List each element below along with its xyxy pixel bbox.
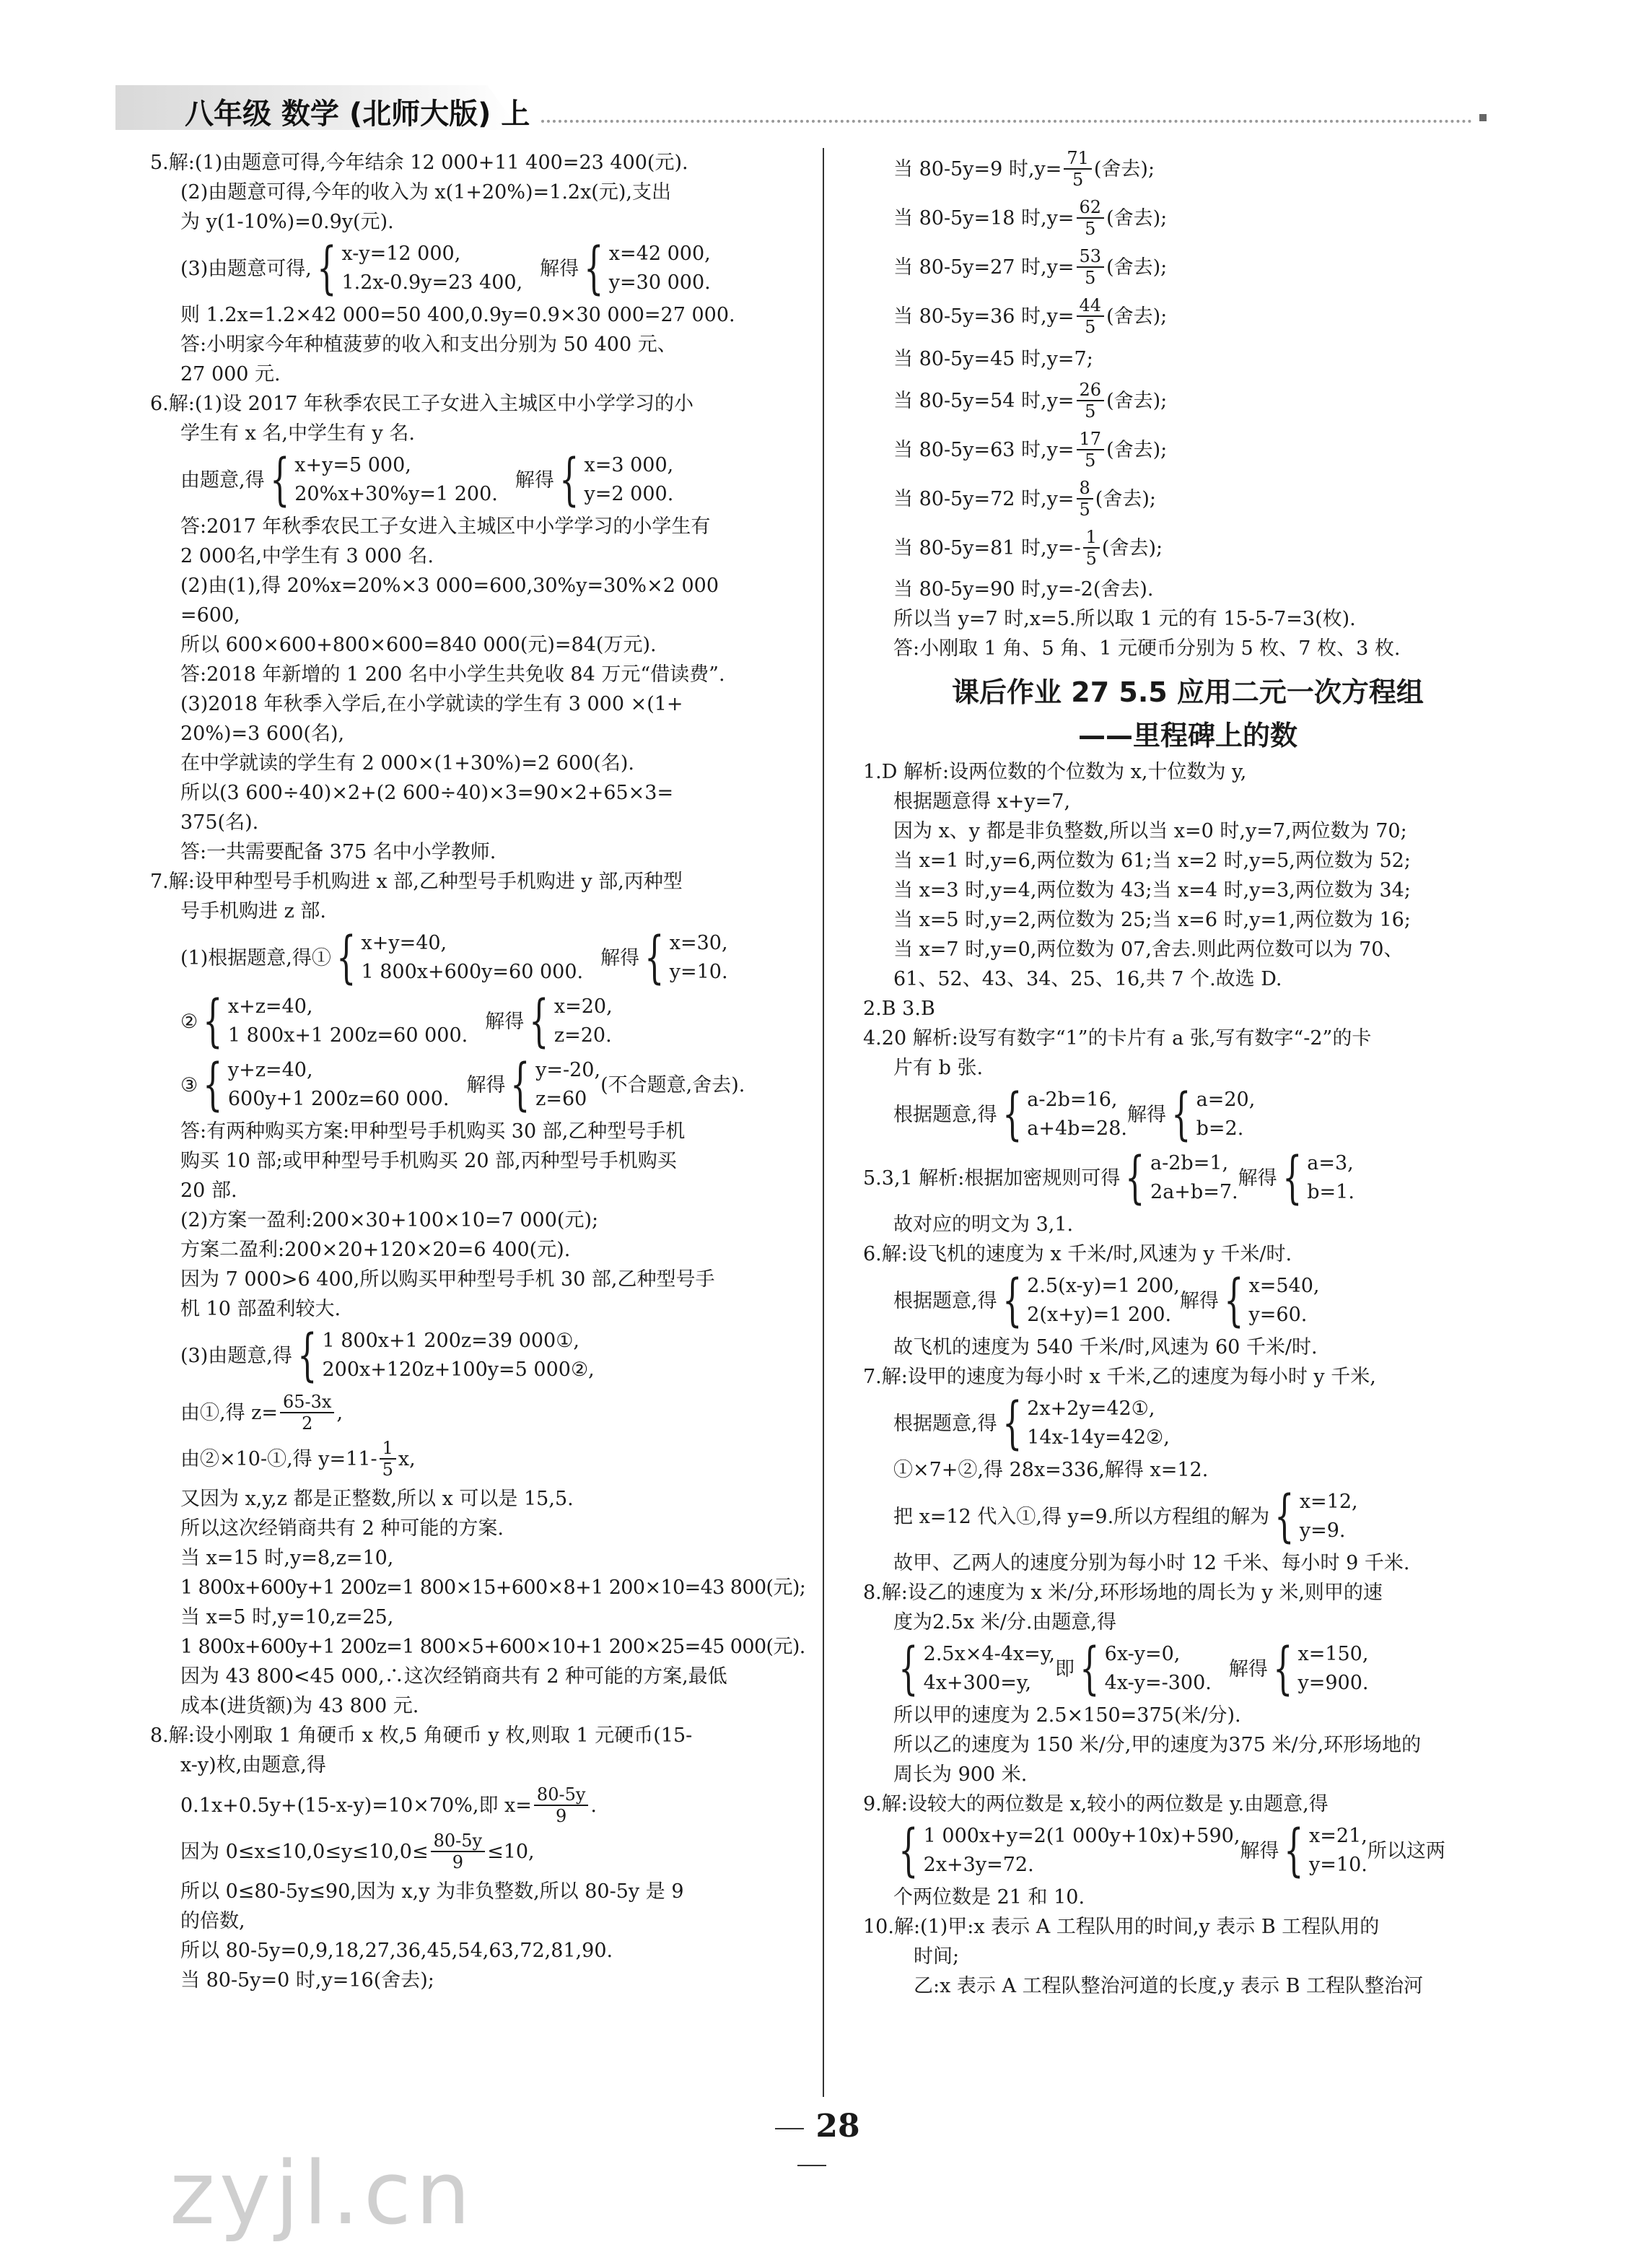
left-column [150, 148, 806, 1995]
q6-system-row [150, 448, 792, 512]
case-text: 当 80-5y=27 时,y= [893, 256, 1075, 279]
equation: 2x+2y=42①, [1027, 1397, 1155, 1420]
equation-solution [554, 448, 674, 513]
q1-line: 61、52、43、34、25、16,共 7 个.故选 D. [893, 968, 1282, 990]
page-number: 28 [750, 2108, 873, 2181]
solve-label: 解得 [1238, 1166, 1277, 1190]
right-column [863, 148, 1513, 2001]
case-text: (舍去); [1101, 536, 1163, 559]
brace: { [297, 1323, 318, 1388]
case-label: ③ [180, 1073, 198, 1096]
q8-line: 的倍数, [180, 1910, 245, 1932]
q5-line: 为 y(1-10%)=0.9y(元). [180, 211, 394, 233]
equation: 2a+b=7. [1150, 1181, 1238, 1203]
header-title: 八年级 数学 (北师大版) 上 [185, 97, 530, 131]
numerator: 8 [1077, 478, 1093, 500]
q7-case2-row [150, 990, 792, 1053]
equation-system [997, 1268, 1180, 1333]
equation: x=540, [1248, 1275, 1320, 1297]
brace: { [510, 1052, 530, 1117]
solve-label: 解得 [600, 946, 640, 969]
q6-line: 6.解:(1)设 2017 年秋季农民工子女进入主城区中小学学习的小 [150, 393, 693, 415]
q6-line: (2)由(1),得 20%x=20%×3 000=600,30%y=30%×2 000 [180, 575, 719, 597]
case-label: ② [180, 1010, 198, 1033]
q7-case3-row [150, 1053, 792, 1117]
case-text: 当 80-5y=18 时,y= [893, 206, 1075, 230]
q6-label: 根据题意,得 [893, 1289, 997, 1312]
equation-solution [524, 989, 613, 1054]
q6-line: 答:2018 年新增的 1 200 名中小学生共免收 84 万元“借读费”. [180, 663, 725, 686]
q5-line: (2)由题意可得,今年的收入为 x(1+20%)=1.2x(元),支出 [180, 181, 671, 204]
equation: x=21, [1309, 1825, 1367, 1847]
brace: { [529, 989, 549, 1054]
q1-line: 当 x=7 时,y=0,两位数为 07,舍去.则此两位数可以为 70、 [893, 938, 1404, 961]
watermark: zyjl.cn [170, 2144, 475, 2244]
denominator: 5 [1085, 549, 1097, 569]
solve-label: 解得 [1126, 1103, 1166, 1126]
q10-line: 时间; [914, 1945, 960, 1968]
equation-system [1075, 1636, 1212, 1701]
q7-line: 又因为 x,y,z 都是正整数,所以 x 可以是 15,5. [180, 1488, 574, 1510]
numerator: 71 [1064, 148, 1092, 170]
brace: { [203, 989, 223, 1054]
q7-label: 根据题意,得 [893, 1412, 997, 1435]
case-text: (舍去); [1095, 487, 1156, 510]
equation-system [997, 1391, 1170, 1456]
q7-frac-row [150, 1392, 792, 1434]
numerator: 1 [1083, 527, 1100, 549]
q7-text: 把 x=12 代入①,得 y=9.所以方程组的解为 [893, 1505, 1270, 1528]
brace: { [336, 925, 356, 990]
solve-label: 解得 [540, 257, 579, 280]
q4-line: 4.20 解析:设写有数字“1”的卡片有 a 张,写有数字“-2”的卡 [863, 1027, 1372, 1050]
case-row [863, 148, 1513, 190]
equation: y=-20, [535, 1059, 601, 1081]
equation: 14x-14y=42②, [1027, 1426, 1170, 1449]
equation: 1 800x+1 200z=39 000①, [322, 1330, 580, 1352]
q7-line: 7.解:设甲种型号手机购进 x 部,乙种型号手机购进 y 部,丙种型 [150, 871, 683, 893]
equation-system [292, 1323, 595, 1388]
equation: y=10. [1309, 1854, 1367, 1876]
equation: 20%x+30%y=1 200. [294, 483, 498, 505]
q7-line: 7.解:设甲的速度为每小时 x 千米,乙的速度为每小时 y 千米, [863, 1366, 1376, 1388]
denominator: 9 [452, 1852, 463, 1872]
fraction [1064, 148, 1092, 190]
case-text: (舍去); [1093, 157, 1155, 180]
q8-system-row [863, 1637, 1513, 1701]
brace: { [1284, 1818, 1304, 1883]
page-header [115, 85, 1487, 130]
q8-line: 所以乙的速度为 150 米/分,甲的速度为375 米/分,环形场地的 [893, 1734, 1422, 1756]
q7-line: 因为 7 000>6 400,所以购买甲种型号手机 30 部,乙种型号手 [180, 1268, 715, 1291]
equation: x+y=5 000, [294, 454, 411, 476]
q6-line: 6.解:设飞机的速度为 x 千米/时,风速为 y 千米/时. [863, 1243, 1292, 1265]
denominator: 5 [382, 1460, 393, 1480]
case-row [863, 246, 1513, 288]
equation: x=20, [553, 995, 613, 1018]
brace: { [584, 236, 604, 301]
q5-label: (3)由题意可得, [180, 257, 312, 280]
equation: 1 800x+600y=60 000. [361, 961, 584, 983]
q4-label: 根据题意,得 [893, 1103, 997, 1126]
q7-line: 20 部. [180, 1179, 237, 1202]
equation-system [198, 1052, 450, 1117]
q9-text: 所以这两 [1367, 1839, 1445, 1862]
equation: z=60 [535, 1088, 587, 1110]
q10-line: 10.解:(1)甲:x 表示 A 工程队用的时间,y 表示 B 工程队用的 [863, 1916, 1380, 1938]
q7-line: 故甲、乙两人的速度分别为每小时 12 千米、每小时 9 千米. [893, 1552, 1410, 1574]
case-text: (舍去); [1106, 438, 1168, 461]
q10-line: 乙:x 表示 A 工程队整治河道的长度,y 表示 B 工程队整治河 [914, 1975, 1423, 1997]
brace: { [559, 448, 579, 513]
q4-line: 片有 b 张. [893, 1057, 984, 1079]
equation-system [1120, 1146, 1238, 1211]
equation-system [312, 236, 523, 301]
case-text: 当 80-5y=36 时,y= [893, 305, 1075, 328]
q1-line: 根据题意得 x+y=7, [893, 790, 1071, 813]
equation: y+z=40, [227, 1059, 313, 1081]
q7-line: 成本(进货额)为 43 800 元. [180, 1695, 419, 1717]
q5-label: 5.3,1 解析:根据加密规则可得 [863, 1166, 1121, 1190]
q8-line: x-y)枚,由题意,得 [180, 1754, 326, 1776]
q7-text: 由①,得 z= [180, 1401, 279, 1424]
brace: { [1272, 1636, 1293, 1701]
equation-system [893, 1636, 1056, 1701]
case-row [863, 527, 1513, 569]
q7-text: 由②×10-①,得 y=11- [180, 1447, 377, 1470]
q7-line: 1 800x+600y+1 200z=1 800×5+600×10+1 200×25=45 000(元). [180, 1636, 805, 1658]
equation: b=2. [1196, 1117, 1244, 1140]
brace: { [1282, 1146, 1303, 1211]
solve-label: 解得 [1179, 1289, 1219, 1312]
brace: { [1002, 1391, 1023, 1456]
q6-line: 20%)=3 600(名), [180, 723, 345, 745]
equation-system [997, 1082, 1127, 1147]
numerator: 62 [1077, 197, 1105, 219]
case-line: 答:小刚取 1 角、5 角、1 元硬币分别为 5 枚、7 枚、3 枚. [893, 637, 1401, 660]
q9-line: 9.解:设较大的两位数是 x,较小的两位数是 y.由题意,得 [863, 1793, 1329, 1815]
brace: { [1002, 1268, 1023, 1333]
q7-line: 所以这次经销商共有 2 种可能的方案. [180, 1517, 504, 1540]
q6-line: 学生有 x 名,中学生有 y 名. [180, 422, 415, 445]
equation: y=2 000. [584, 483, 674, 505]
solve-label: 解得 [1228, 1657, 1268, 1680]
case-row [863, 380, 1513, 422]
numerator: 44 [1077, 295, 1105, 317]
fraction [1077, 380, 1105, 422]
equation: z=20. [553, 1024, 612, 1047]
case-line: 当 80-5y=45 时,y=7; [893, 348, 1093, 370]
q6-line: 故飞机的速度为 540 千米/时,风速为 60 千米/时. [893, 1336, 1318, 1358]
equation-solution [505, 1052, 601, 1117]
equation: y=60. [1248, 1304, 1308, 1326]
brace: { [1274, 1484, 1295, 1549]
q8-text: . [590, 1794, 597, 1817]
q6-line: 答:一共需要配备 375 名中小学教师. [180, 841, 496, 863]
denominator: 9 [556, 1806, 567, 1826]
q9-line: 个两位数是 21 和 10. [893, 1886, 1085, 1909]
equation: x=150, [1297, 1643, 1369, 1665]
q9-system-row [863, 1819, 1513, 1883]
numerator: 65-3x [280, 1392, 334, 1413]
brace: { [316, 236, 337, 301]
equation: 2.5x×4-4x=y, [923, 1643, 1056, 1665]
equation: 200x+120z+100y=5 000②, [322, 1358, 595, 1381]
equation-solution [639, 925, 728, 990]
q6-line: 所以(3 600÷40)×2+(2 600÷40)×3=90×2+65×3= [180, 782, 674, 804]
equation: y=9. [1299, 1519, 1346, 1542]
equation-solution [1166, 1082, 1256, 1147]
brace: { [898, 1818, 919, 1883]
equation: y=900. [1297, 1672, 1369, 1694]
q8-frac-row [150, 1784, 792, 1826]
q7-system-row [863, 1392, 1513, 1455]
q7-line: 当 x=15 时,y=8,z=10, [180, 1547, 394, 1569]
q7-text: , [336, 1401, 343, 1424]
q6-line: (3)2018 年秋季入学后,在小学就读的学生有 3 000 ×(1+ [180, 693, 683, 715]
case-text: 当 80-5y=72 时,y= [893, 487, 1075, 510]
denominator: 5 [1079, 500, 1090, 520]
denominator: 5 [1072, 170, 1084, 190]
equation: a=20, [1196, 1089, 1256, 1111]
brace: { [1125, 1146, 1145, 1211]
denominator: 5 [1085, 450, 1096, 471]
case-line: 所以当 y=7 时,x=5.所以取 1 元的有 15-5-7=3(枚). [893, 608, 1356, 630]
equation: x=12, [1299, 1491, 1358, 1513]
q8-text: 0.1x+0.5y+(15-x-y)=10×70%,即 x= [180, 1794, 532, 1817]
equation: x+y=40, [361, 932, 447, 954]
q8-line: 8.解:设乙的速度为 x 米/分,环形场地的周长为 y 米,则甲的速 [863, 1582, 1383, 1604]
brace: { [203, 1052, 223, 1117]
fraction [1083, 527, 1100, 569]
equation: 6x-y=0, [1104, 1643, 1181, 1665]
q7-line: 因为 43 800<45 000,∴这次经销商共有 2 种可能的方案,最低 [180, 1665, 727, 1688]
q8-line: 度为2.5x 米/分.由题意,得 [893, 1611, 1117, 1634]
equation-system [893, 1818, 1240, 1883]
brace: { [1171, 1082, 1191, 1147]
equation: b=1. [1307, 1181, 1355, 1203]
case-text: (舍去); [1106, 305, 1168, 328]
numerator: 17 [1077, 429, 1105, 450]
q7-line: (2)方案一盈利:200×30+100×10=7 000(元); [180, 1209, 599, 1231]
q6-line: 在中学就读的学生有 2 000×(1+30%)=2 600(名). [180, 752, 634, 775]
q5-line: 故对应的明文为 3,1. [893, 1213, 1074, 1236]
q5-line: 答:小明家今年种植菠萝的收入和支出分别为 50 400 元、 [180, 333, 677, 356]
fraction [280, 1392, 334, 1434]
case-row [863, 429, 1513, 471]
equation: a+4b=28. [1027, 1117, 1127, 1140]
header-square-mark [1479, 114, 1487, 121]
case-row [863, 197, 1513, 239]
brace: { [1224, 1268, 1244, 1333]
brace: { [1002, 1082, 1023, 1147]
equation-solution [1268, 1636, 1369, 1701]
equation-solution [1277, 1146, 1355, 1211]
denominator: 2 [302, 1413, 313, 1434]
numerator: 26 [1077, 380, 1105, 401]
equation: y=30 000. [608, 271, 711, 294]
equation: 4x+300=y, [923, 1672, 1032, 1694]
brace: { [269, 448, 290, 513]
header-dotted-rule [541, 120, 1472, 123]
fraction [1077, 478, 1093, 520]
fraction [380, 1438, 396, 1480]
brace: { [644, 925, 665, 990]
numerator: 1 [380, 1438, 396, 1460]
section-title: 课后作业 27 5.5 应用二元一次方程组 [952, 676, 1424, 708]
column-divider [823, 148, 824, 2097]
equation: 1 000x+y=2(1 000y+10x)+590, [923, 1825, 1240, 1847]
q6-line: 375(名). [180, 811, 259, 834]
q7-case1-row [150, 926, 792, 990]
equation: a-2b=16, [1027, 1089, 1118, 1111]
fraction [1077, 429, 1105, 471]
q8-text: 因为 0≤x≤10,0≤y≤10,0≤ [180, 1840, 429, 1863]
q8-line: 所以 80-5y=0,9,18,27,36,45,54,63,72,81,90. [180, 1940, 613, 1962]
equation: 4x-y=-300. [1104, 1672, 1212, 1694]
q4-system-row [863, 1083, 1513, 1146]
case-row [863, 478, 1513, 520]
equation: 1.2x-0.9y=23 400, [341, 271, 523, 294]
numerator: 80-5y [431, 1831, 485, 1852]
q1-line: 因为 x、y 都是非负整数,所以当 x=0 时,y=7,两位数为 70; [893, 820, 1407, 842]
equation: 2.5(x-y)=1 200, [1027, 1275, 1180, 1297]
q8-line: 所以 0≤80-5y≤90,因为 x,y 为非负整数,所以 80-5y 是 9 [180, 1880, 684, 1903]
fraction [431, 1831, 485, 1872]
fraction [1077, 246, 1105, 288]
equation-system [331, 925, 584, 990]
numerator: 53 [1077, 246, 1105, 268]
q6-label: 由题意,得 [180, 468, 265, 492]
denominator: 5 [1085, 401, 1096, 422]
solve-label: 解得 [466, 1073, 506, 1096]
equation: y=10. [669, 961, 728, 983]
case-text: 当 80-5y=9 时,y= [893, 157, 1062, 180]
q7-line: 方案二盈利:200×20+120×20=6 400(元). [180, 1239, 571, 1261]
case-text: (舍去); [1106, 389, 1168, 412]
equation-solution [579, 236, 711, 301]
q7-line: 购买 10 部;或甲种型号手机购买 20 部,丙种型号手机购买 [180, 1150, 677, 1172]
q6-line: 答:2017 年秋季农民工子女进入主城区中小学学习的小学生有 [180, 515, 711, 538]
equation: 1 800x+1 200z=60 000. [227, 1024, 468, 1047]
q6-system-row [863, 1269, 1513, 1333]
equation: a=3, [1307, 1152, 1354, 1174]
q8-line: 8.解:设小刚取 1 角硬币 x 枚,5 角硬币 y 枚,则取 1 元硬币(15- [150, 1724, 693, 1747]
equation: 2x+3y=72. [923, 1854, 1034, 1876]
equation: 600y+1 200z=60 000. [227, 1088, 450, 1110]
case-text: (舍去); [1106, 256, 1168, 279]
solve-label: 解得 [485, 1010, 525, 1033]
solve-label: 解得 [1240, 1839, 1279, 1862]
fraction [1077, 197, 1105, 239]
q6-line: =600, [180, 604, 240, 627]
q1-line: 1.D 解析:设两位数的个位数为 x,十位数为 y, [863, 761, 1247, 783]
q7-line: 号手机购进 z 部. [180, 900, 326, 923]
numerator: 80-5y [534, 1784, 588, 1806]
equation: a-2b=1, [1150, 1152, 1229, 1174]
q23-line: 2.B 3.B [863, 998, 935, 1020]
q7-line: 当 x=5 时,y=10,z=25, [180, 1606, 394, 1628]
equation: x-y=12 000, [341, 243, 461, 265]
q7-line: 机 10 部盈利较大. [180, 1298, 341, 1320]
q5-line: 则 1.2x=1.2×42 000=50 400,0.9y=0.9×30 000=27 000. [180, 304, 735, 326]
q8-line: 周长为 900 米. [893, 1763, 1028, 1786]
reject-note: (不合题意,舍去). [600, 1073, 745, 1096]
case-text: (舍去); [1106, 206, 1168, 230]
q7-label: (3)由题意,得 [180, 1344, 292, 1367]
q8-text: ≤10, [487, 1840, 535, 1863]
equation: x=42 000, [608, 243, 711, 265]
q6-line: 所以 600×600+800×600=840 000(元)=84(万元). [180, 634, 657, 656]
q6-line: 2 000名,中学生有 3 000 名. [180, 545, 434, 567]
q8-line: 所以甲的速度为 2.5×150=375(米/分). [893, 1704, 1241, 1727]
equation-system [198, 989, 468, 1054]
fraction [534, 1784, 588, 1826]
q7-frac-row [150, 1438, 792, 1480]
q8-frac-row [150, 1831, 792, 1872]
q1-line: 当 x=1 时,y=6,两位数为 61;当 x=2 时,y=5,两位数为 52; [893, 850, 1411, 872]
case-line: 当 80-5y=90 时,y=-2(舍去). [893, 578, 1154, 601]
q7-line: 1 800x+600y+1 200z=1 800×15+600×8+1 200×10=43 800(元); [180, 1576, 806, 1599]
denominator: 5 [1085, 268, 1096, 288]
q7-line: ①×7+②,得 28x=336,解得 x=12. [893, 1459, 1209, 1481]
connector-label: 即 [1055, 1657, 1075, 1680]
equation-solution [1269, 1484, 1358, 1549]
q7-text: x, [398, 1447, 416, 1470]
case-label: (1)根据题意,得① [180, 946, 331, 969]
q8-line: 当 80-5y=0 时,y=16(舍去); [180, 1969, 434, 1992]
q1-line: 当 x=3 时,y=4,两位数为 43;当 x=4 时,y=3,两位数为 34; [893, 879, 1411, 902]
equation-solution [1219, 1268, 1320, 1333]
q7-line: 答:有两种购买方案:甲种型号手机购买 30 部,乙种型号手机 [180, 1120, 686, 1143]
q5-line: 27 000 元. [180, 363, 281, 385]
q7-solution-row [863, 1485, 1513, 1548]
q1-line: 当 x=5 时,y=2,两位数为 25;当 x=6 时,y=1,两位数为 16; [893, 909, 1411, 931]
case-text: 当 80-5y=54 时,y= [893, 389, 1075, 412]
q5-system-row [863, 1146, 1513, 1210]
section-subtitle: ——里程碑上的数 [1077, 720, 1297, 751]
case-text: 当 80-5y=81 时,y=- [893, 536, 1081, 559]
q5-system-row [150, 237, 792, 300]
solve-label: 解得 [515, 468, 554, 492]
case-text: 当 80-5y=63 时,y= [893, 438, 1075, 461]
equation-system [265, 448, 498, 513]
q7-part3-row [150, 1324, 792, 1387]
fraction [1077, 295, 1105, 337]
brace: { [1080, 1636, 1100, 1701]
case-row [863, 295, 1513, 337]
equation: x=3 000, [584, 454, 674, 476]
equation-solution [1279, 1818, 1367, 1883]
equation: x=30, [669, 932, 728, 954]
equation: x+z=40, [227, 995, 313, 1018]
brace: { [898, 1636, 919, 1701]
q5-line: 5.解:(1)由题意可得,今年结余 12 000+11 400=23 400(元). [150, 152, 688, 174]
denominator: 5 [1085, 219, 1096, 239]
equation: 2(x+y)=1 200. [1027, 1304, 1172, 1326]
denominator: 5 [1085, 317, 1096, 337]
